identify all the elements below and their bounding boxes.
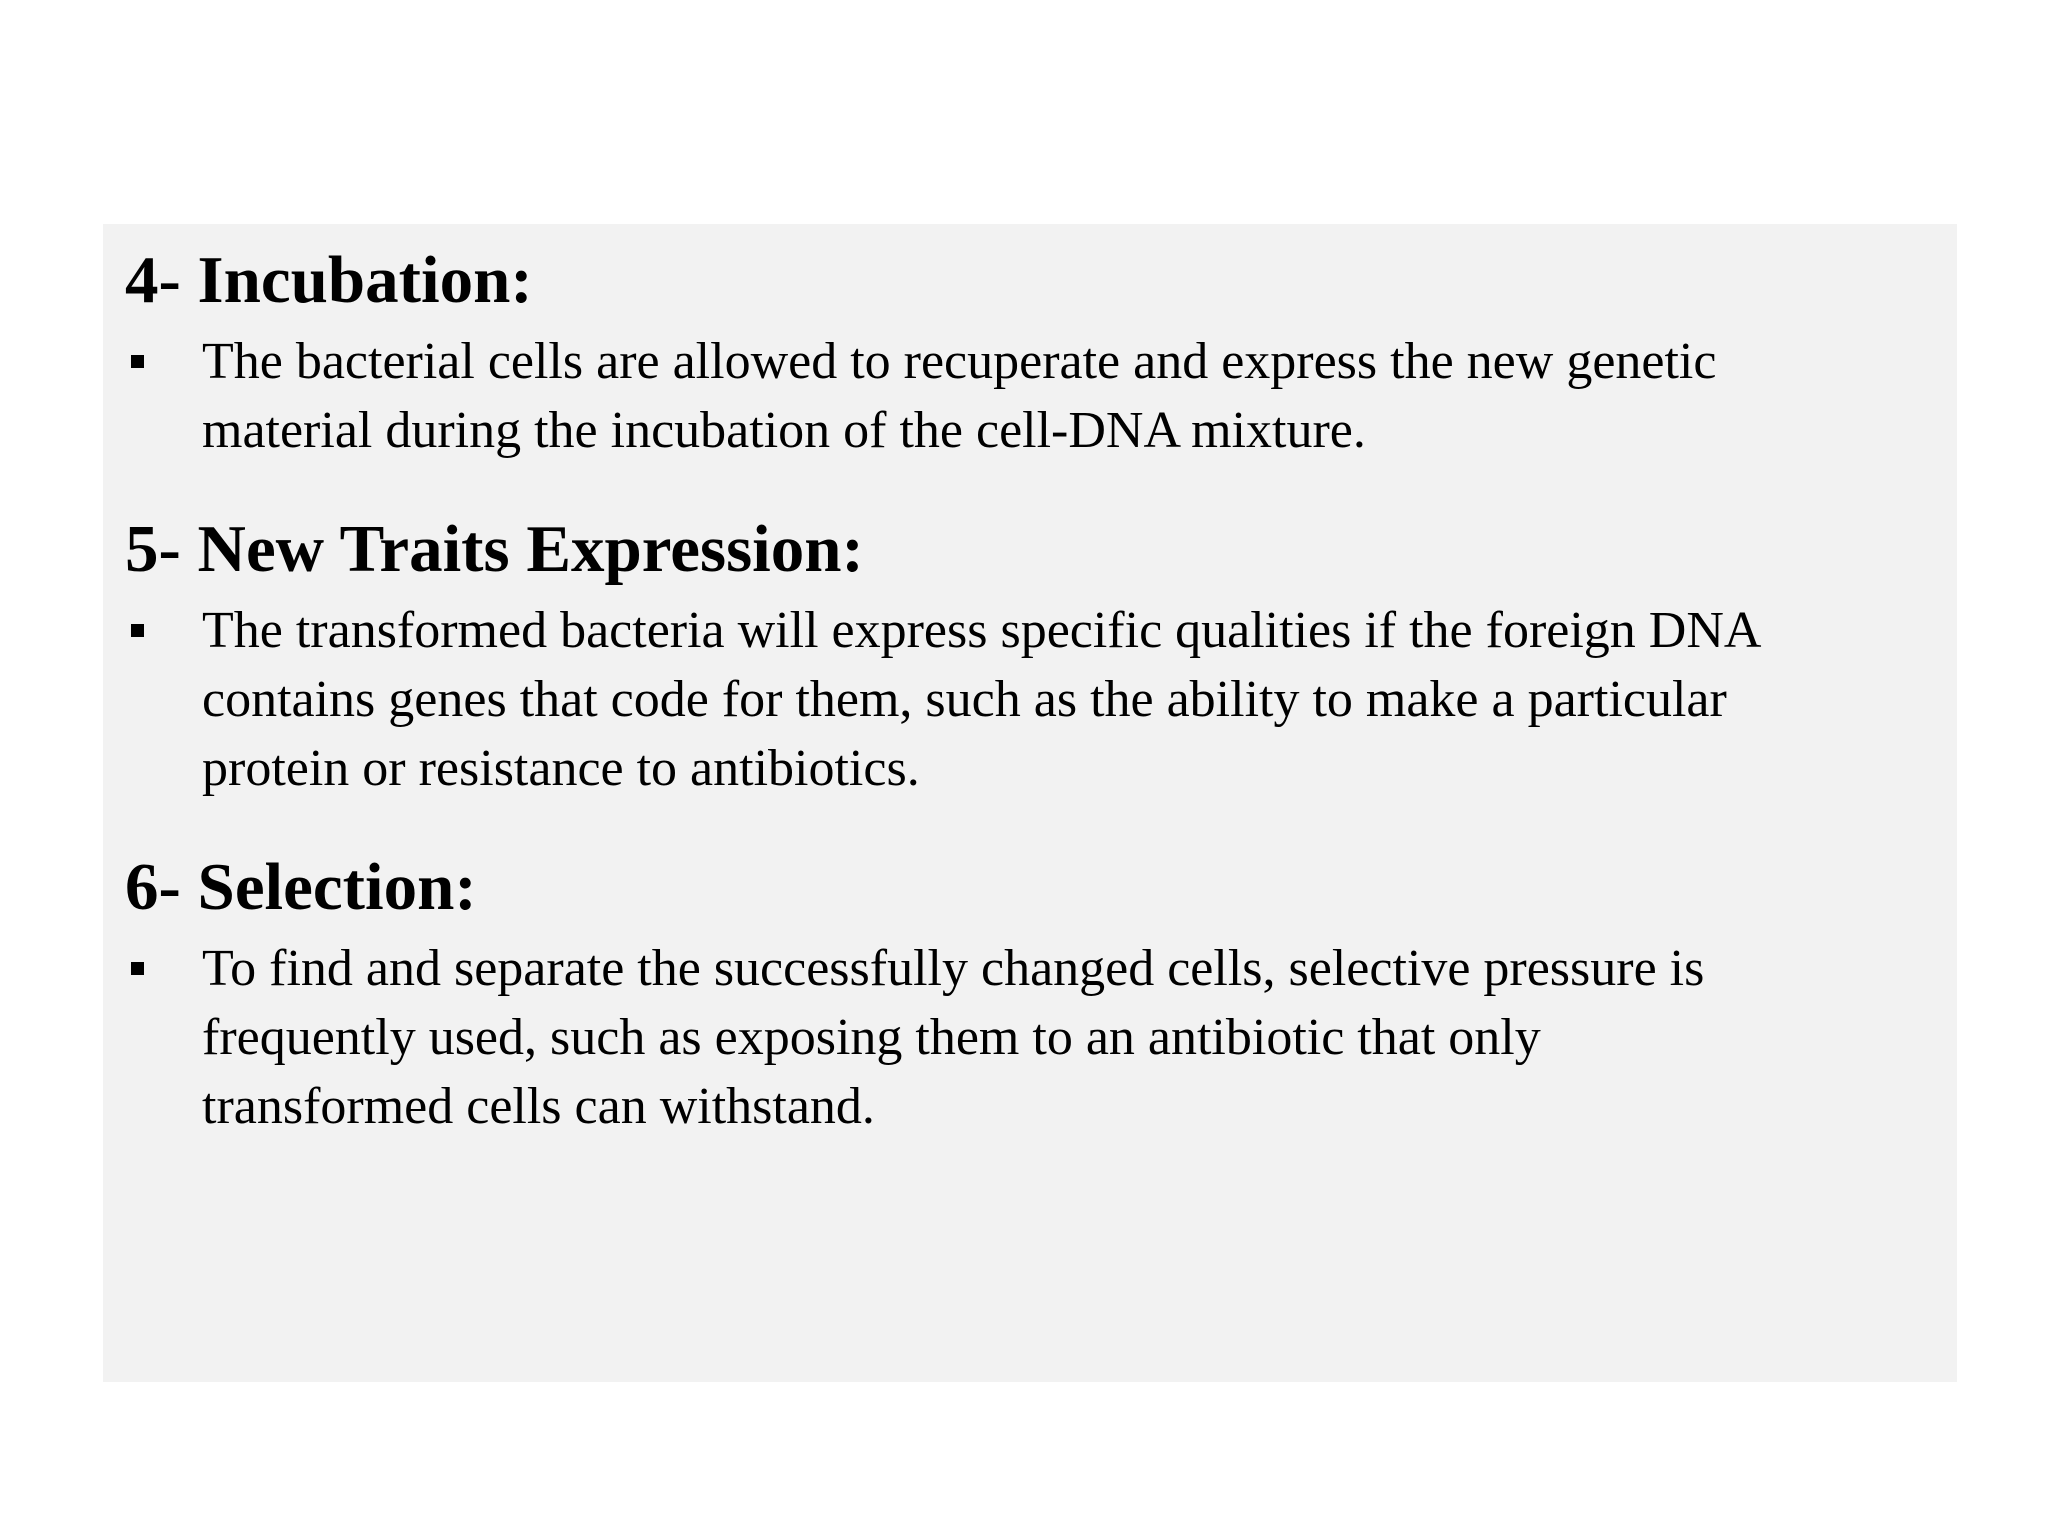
- section-incubation: [125, 242, 1945, 465]
- bullet-text-line: frequently used, such as exposing them to an antibiotic that only: [202, 1009, 1541, 1066]
- square-bullet-icon: [131, 962, 144, 975]
- square-bullet-icon: [131, 624, 144, 637]
- bullet-text-line: contains genes that code for them, such as the ability to make a particular: [202, 671, 1727, 728]
- bullet-item: [125, 596, 1945, 803]
- bullet-item: [125, 327, 1945, 465]
- bullet-text-line: The transformed bacteria will express specific qualities if the foreign DNA: [202, 602, 1762, 659]
- square-bullet-icon: [131, 355, 144, 368]
- section-heading: 6- Selection:: [125, 850, 477, 924]
- section-heading: 5- New Traits Expression:: [125, 512, 864, 586]
- bullet-text-line: material during the incubation of the cell-DNA mixture.: [202, 402, 1366, 459]
- section-new-traits-expression: [125, 511, 1945, 803]
- bullet-text-line: To find and separate the successfully changed cells, selective pressure is: [202, 940, 1705, 997]
- bullet-text-line: The bacterial cells are allowed to recuperate and express the new genetic: [202, 333, 1717, 390]
- bullet-text-line: protein or resistance to antibiotics.: [202, 740, 920, 797]
- slide-content-panel: [103, 224, 1957, 1382]
- section-heading: 4- Incubation:: [125, 243, 533, 317]
- section-selection: [125, 849, 1945, 1141]
- slide-content: [125, 242, 1945, 1141]
- bullet-text-line: transformed cells can withstand.: [202, 1078, 875, 1135]
- bullet-item: [125, 934, 1945, 1141]
